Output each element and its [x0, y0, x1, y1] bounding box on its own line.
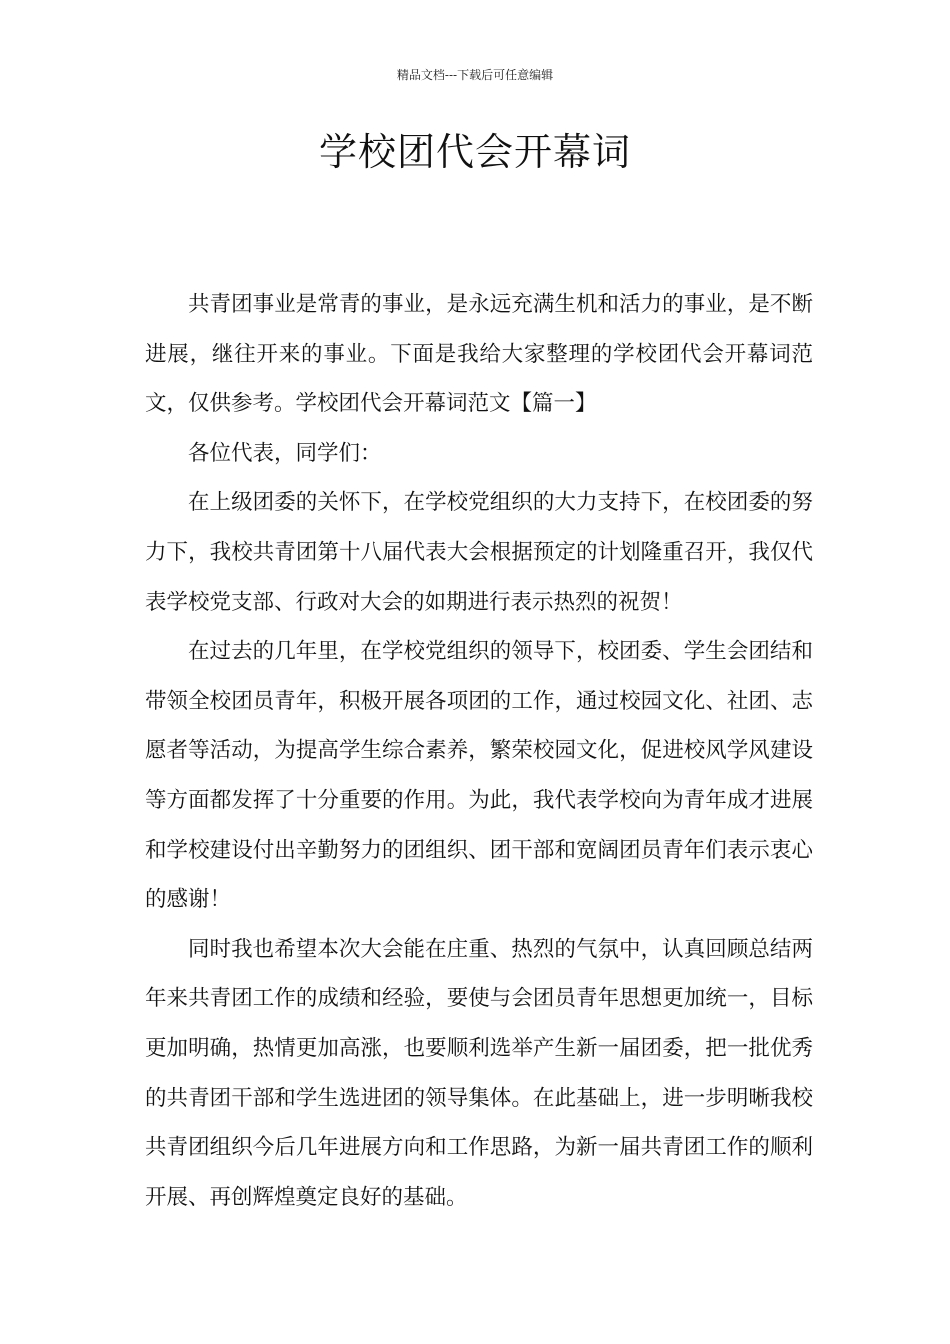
- header-note: 精品文档---下载后可任意编辑: [396, 68, 554, 82]
- paragraph-hopes: 同时我也希望本次大会能在庄重、热烈的气氛中，认真回顾总结两年来共青团工作的成绩和经验，要使与会团员青年思想更加统一，目标更加明确，热情更加高涨，也要顺利选举产生新一届团委，把一批优秀的共青团干部和学生选进团的领导集体。在此基础上，进一步明晰我校共青团组织今后几年进展方向和工作思路，为新一届共青团工作的顺利开展、再创辉煌奠定良好的基础。: [145, 936, 813, 1210]
- document-body: [145, 280, 813, 1222]
- paragraph-salutation: 各位代表，同学们：: [188, 440, 382, 466]
- page-title: 学校团代会开幕词: [318, 130, 631, 174]
- paragraph-congratulation: 在上级团委的关怀下，在学校党组织的大力支持下，在校团委的努力下，我校共青团第十八届代表大会根据预定的计划隆重召开，我仅代表学校党支部、行政对大会的如期进行表示热烈的祝贺！: [145, 490, 813, 615]
- paragraph-intro: 共青团事业是常青的事业，是永远充满生机和活力的事业，是不断进展，继往开来的事业。下面是我给大家整理的学校团代会开幕词范文，仅供参考。学校团代会开幕词范文【篇一】: [145, 292, 813, 417]
- paragraph-achievements: 在过去的几年里，在学校党组织的领导下，校团委、学生会团结和带领全校团员青年，积极开展各项团的工作，通过校园文化、社团、志愿者等活动，为提高学生综合素养，繁荣校园文化，促进校风学风建设等方面都发挥了十分重要的作用。为此，我代表学校向为青年成才进展和学校建设付出辛勤努力的团组织、团干部和宽阔团员青年们表示衷心的感谢！: [145, 639, 813, 913]
